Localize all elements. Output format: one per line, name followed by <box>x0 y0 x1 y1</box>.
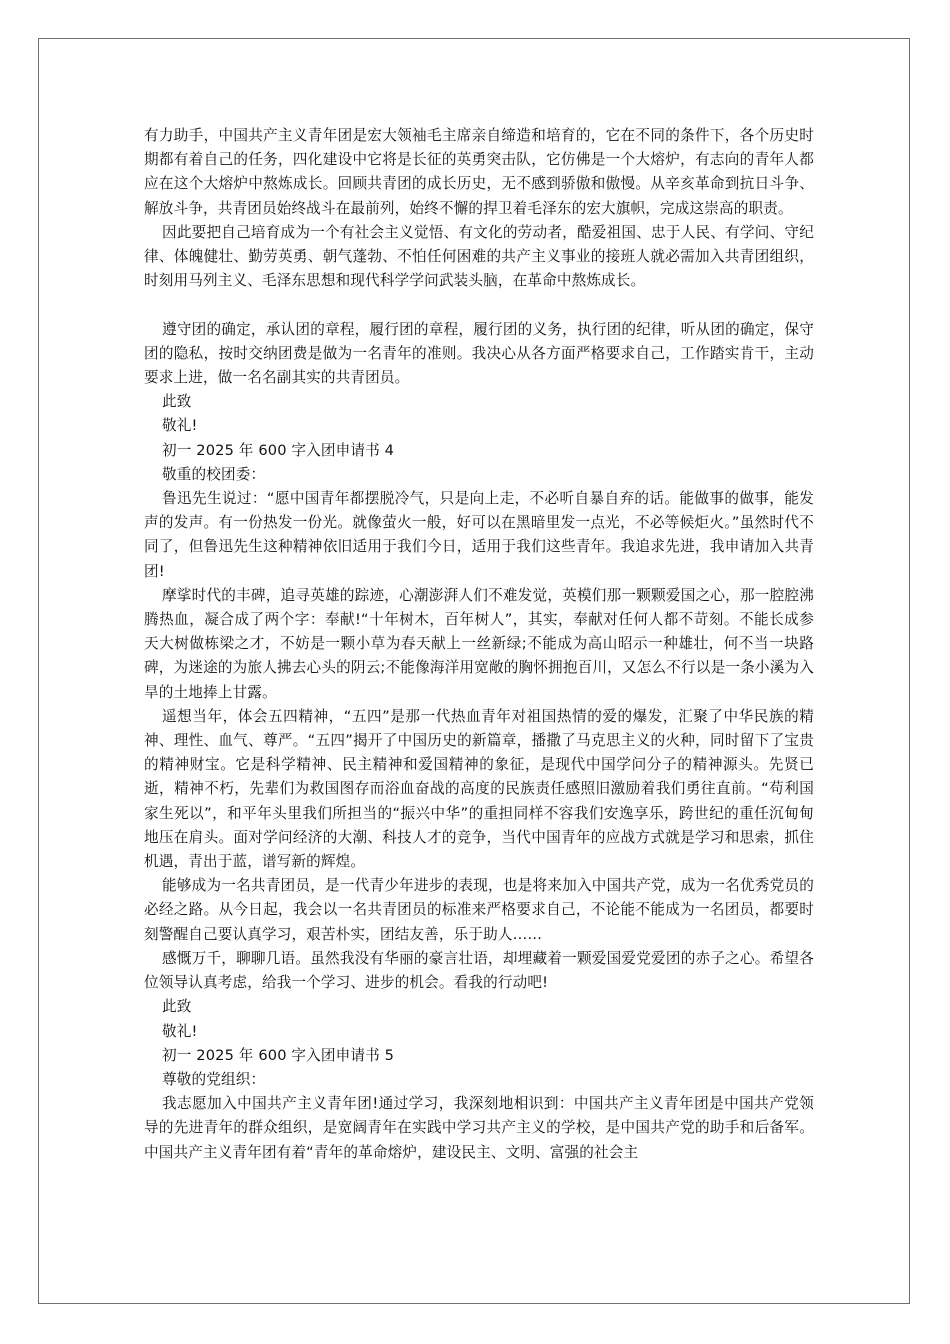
closing-regards: 敬礼! <box>162 417 198 435</box>
closing-salutation: 此致 <box>162 998 192 1016</box>
letter-greeting: 敬重的校团委： <box>162 465 266 483</box>
paragraph: 我志愿加入中国共产主义青年团!通过学习，我深刻地相识到：中国共产主义青年团是中国共产党领导的先进青年的群众组织，是宽阔青年在实践中学习共产主义的学校，是中国共产党的助手和后备军。中国共产主义青年团有着“青年的革命熔炉，建设民主、文明、富强的社会主 <box>144 1095 814 1161</box>
paragraph: 鲁迅先生说过：“愿中国青年都摆脱冷气，只是向上走，不必听自暴自弃的话。能做事的做事，能发声的发声。有一份热发一份光。就像萤火一般，好可以在黑暗里发一点光，不必等候炬火。”虽然时代不同了，但鲁迅先生这种精神依旧适用于我们今日，适用于我们这些青年。我追求先进，我申请加入共青团! <box>144 490 814 580</box>
paragraph: 摩挲时代的丰碑，追寻英雄的踪迹，心潮澎湃人们不难发觉，英模们那一颗颗爱国之心，那一腔腔沸腾热血，凝合成了两个字：奉献!“十年树木，百年树人”，其实，奉献对任何人都不苛刻。不能长成参天大树做栋梁之才，不妨是一颗小草为春天献上一丝新绿;不能成为高山昭示一种雄壮，何不当一块路碑，为迷途的为旅人拂去心头的阴云;不能像海洋用宽敞的胸怀拥抱百川，又怎么不行以是一条小溪为入旱的土地捧上甘露。 <box>144 586 814 701</box>
letter-greeting: 尊敬的党组织： <box>162 1070 266 1088</box>
paragraph: 因此要把自己培育成为一个有社会主义觉悟、有文化的劳动者，酷爱祖国、忠于人民、有学问、守纪律、体魄健壮、勤劳英勇、朝气蓬勃、不怕任何困难的共产主义事业的接班人就必需加入共青团组织，时刻用马列主义、毛泽东思想和现代科学学问武装头脑，在革命中熬炼成长。 <box>144 223 814 290</box>
document-body <box>144 124 814 1165</box>
paragraph: 遵守团的确定，承认团的章程，履行团的章程，履行团的义务，执行团的纪律，听从团的确定，保守团的隐私，按时交纳团费是做为一名青年的准则。我决心从各方面严格要求自己，工作踏实肯干，主动要求上进，做一名名副其实的共青团员。 <box>144 320 814 387</box>
closing-regards: 敬礼! <box>162 1022 198 1040</box>
paragraph: 遥想当年，体会五四精神，“五四”是那一代热血青年对祖国热情的爱的爆发，汇聚了中华民族的精神、理性、血气、尊严。“五四”揭开了中国历史的新篇章，播撒了马克思主义的火种，同时留下了宝贵的精神财宝。它是科学精神、民主精神和爱国精神的象征，是现代中国学问分子的精神源头。先贤已逝，精神不朽，先辈们为救国图存而浴血奋战的高度的民族责任感照旧激励着我们勇往直前。“苟利国家生死以”，和平年头里我们所担当的“振兴中华”的重担同样不容我们安逸享乐，跨世纪的重任沉甸甸地压在肩头。面对学问经济的大潮、科技人才的竞争，当代中国青年的应战方式就是学习和思索，抓住机遇，青出于蓝，谱写新的辉煌。 <box>144 707 814 871</box>
closing-salutation: 此致 <box>162 393 192 411</box>
section-title: 初一 2025 年 600 字入团申请书 5 <box>162 1046 395 1064</box>
paragraph: 能够成为一名共青团员，是一代青少年进步的表现，也是将来加入中国共产党，成为一名优秀党员的必经之路。从今日起，我会以一名共青团员的标准来严格要求自己，不论能不能成为一名团员，都要时刻警醒自己要认真学习，艰苦朴实，团结友善，乐于助人…… <box>144 877 814 943</box>
section-title: 初一 2025 年 600 字入团申请书 4 <box>162 441 395 459</box>
paragraph-spacer <box>144 293 814 317</box>
paragraph: 感慨万千，聊聊几语。虽然我没有华丽的豪言壮语，却埋藏着一颗爱国爱党爱团的赤子之心。希望各位领导认真考虑，给我一个学习、进步的机会。看我的行动吧! <box>144 949 814 992</box>
paragraph: 有力助手，中国共产主义青年团是宏大领袖毛主席亲自缔造和培育的，它在不同的条件下，各个历史时期都有着自己的任务，四化建设中它将是长征的英勇突击队，它仿佛是一个大熔炉，有志向的青年人都应在这个大熔炉中熬炼成长。回顾共青团的成长历史，无不感到骄傲和傲慢。从辛亥革命到抗日斗争、解放斗争，共青团员始终战斗在最前列，始终不懈的捍卫着毛泽东的宏大旗帜，完成这崇高的职责。 <box>144 127 814 217</box>
